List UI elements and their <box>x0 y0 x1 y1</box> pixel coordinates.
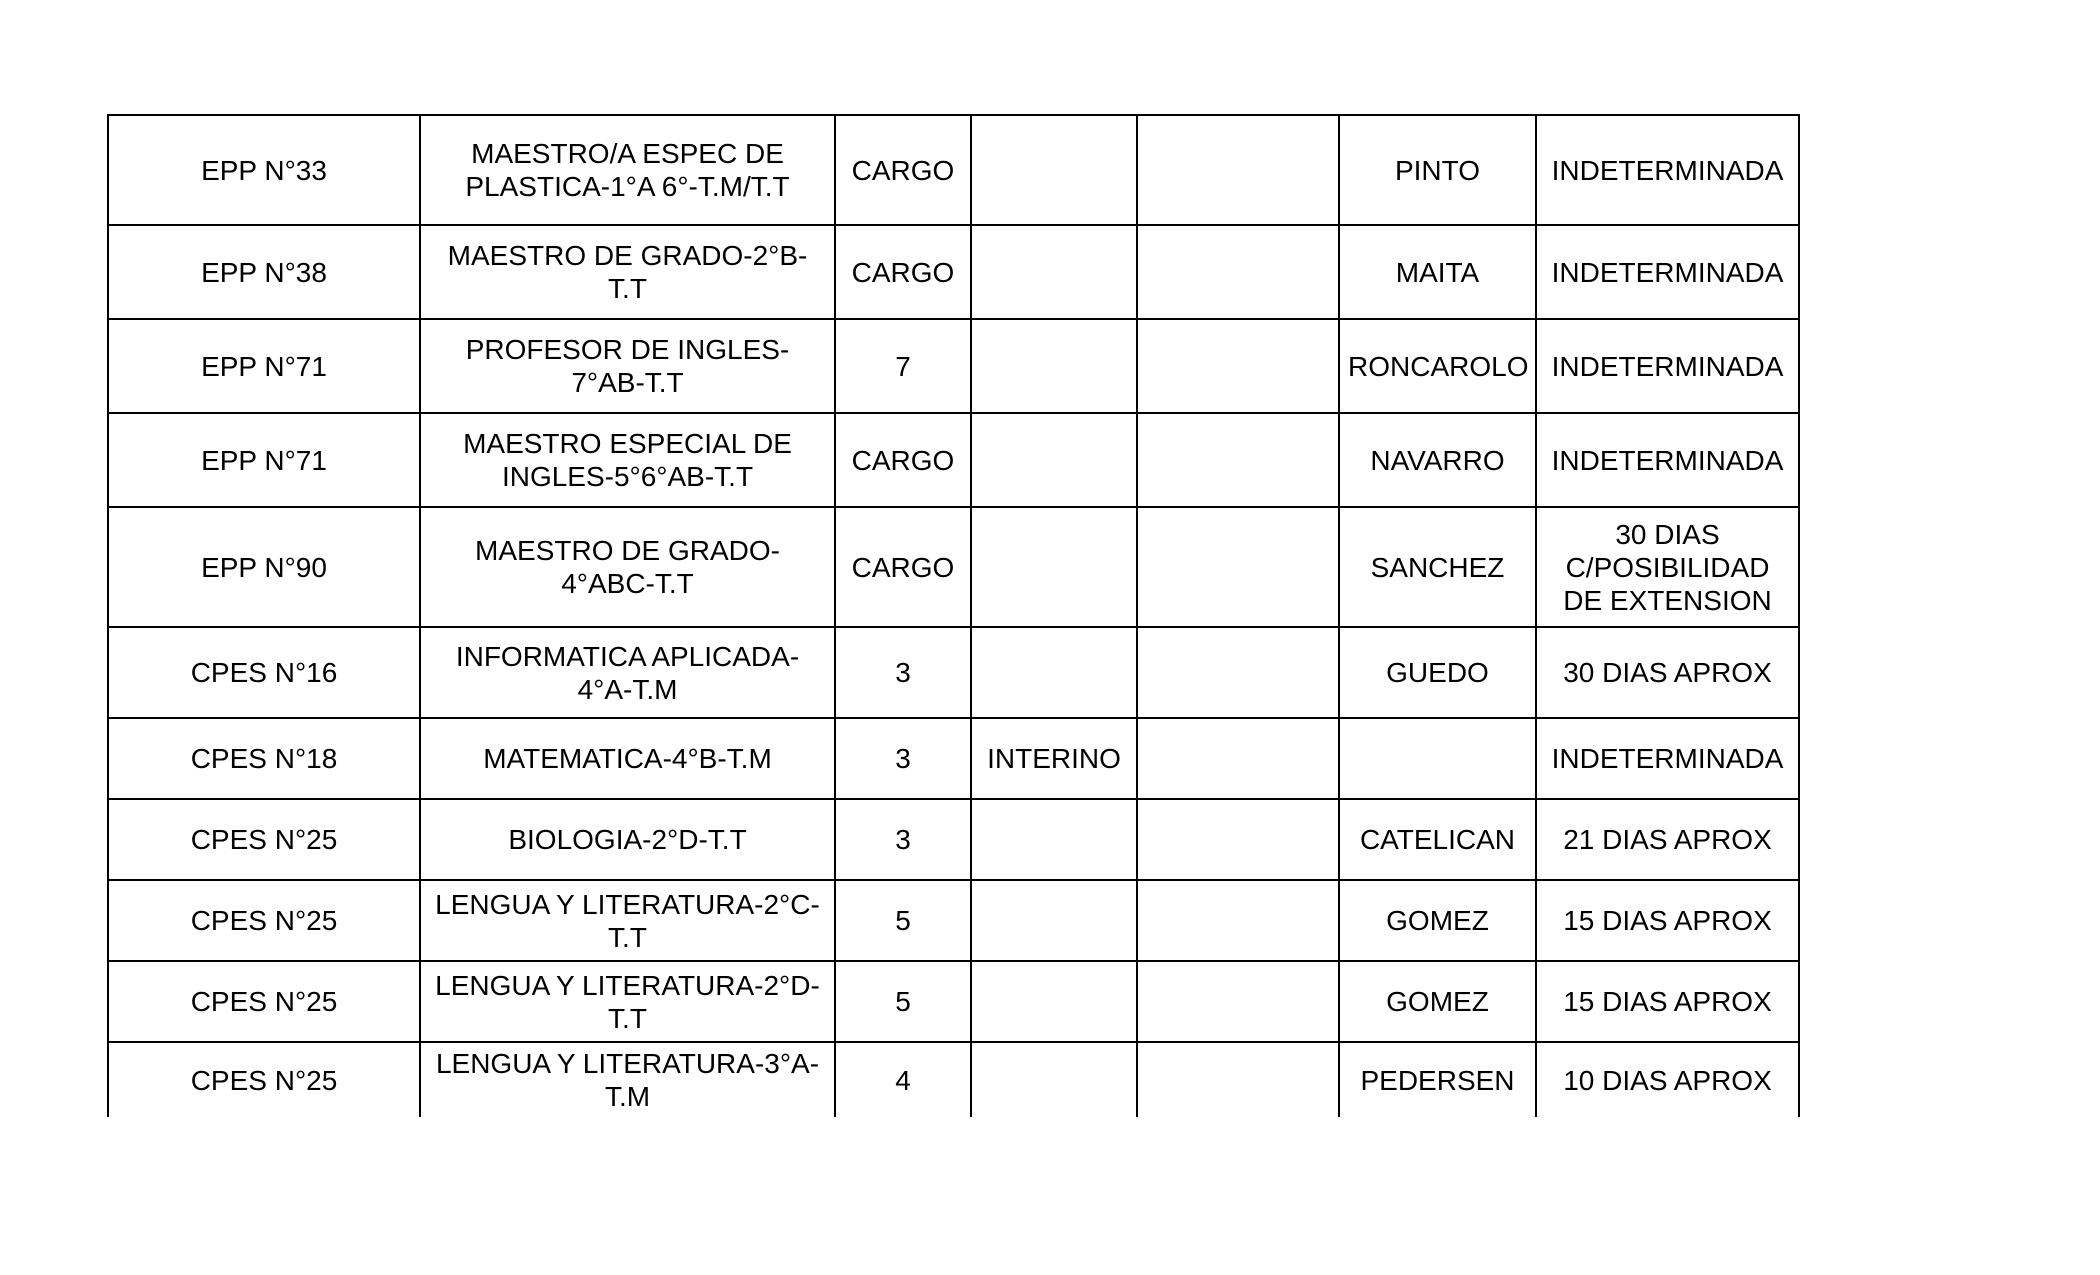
duration-cell: 21 DIAS APROX <box>1536 799 1799 880</box>
hours-cell: CARGO <box>835 413 971 507</box>
table-row <box>108 115 1799 225</box>
duration-cell: INDETERMINADA <box>1536 413 1799 507</box>
blank-cell <box>1137 627 1339 718</box>
school-cell: CPES N°18 <box>108 718 420 799</box>
holder-cell: CATELICAN <box>1339 799 1536 880</box>
vacancy-table <box>107 114 1800 1117</box>
status-cell: INTERINO <box>971 718 1137 799</box>
table-row <box>108 627 1799 718</box>
holder-cell: PEDERSEN <box>1339 1042 1536 1117</box>
holder-cell <box>1339 718 1536 799</box>
holder-cell: NAVARRO <box>1339 413 1536 507</box>
position-cell: LENGUA Y LITERATURA-2°D-T.T <box>420 961 835 1042</box>
school-cell: CPES N°16 <box>108 627 420 718</box>
status-cell <box>971 1042 1137 1117</box>
school-cell: EPP N°71 <box>108 413 420 507</box>
blank-cell <box>1137 880 1339 961</box>
table-row <box>108 880 1799 961</box>
table-row <box>108 225 1799 319</box>
school-cell: EPP N°90 <box>108 507 420 627</box>
hours-cell: 7 <box>835 319 971 413</box>
status-cell <box>971 507 1137 627</box>
position-cell: INFORMATICA APLICADA-4°A-T.M <box>420 627 835 718</box>
holder-cell: SANCHEZ <box>1339 507 1536 627</box>
holder-cell: GOMEZ <box>1339 961 1536 1042</box>
table-row <box>108 961 1799 1042</box>
holder-cell: PINTO <box>1339 115 1536 225</box>
holder-cell: GUEDO <box>1339 627 1536 718</box>
hours-cell: 4 <box>835 1042 971 1117</box>
position-cell: BIOLOGIA-2°D-T.T <box>420 799 835 880</box>
table-row <box>108 1042 1799 1117</box>
blank-cell <box>1137 413 1339 507</box>
blank-cell <box>1137 319 1339 413</box>
hours-cell: 5 <box>835 880 971 961</box>
hours-cell: 3 <box>835 718 971 799</box>
school-cell: EPP N°38 <box>108 225 420 319</box>
status-cell <box>971 225 1137 319</box>
duration-cell: 30 DIAS C/POSIBILIDAD DE EXTENSION <box>1536 507 1799 627</box>
status-cell <box>971 319 1137 413</box>
school-cell: CPES N°25 <box>108 1042 420 1117</box>
hours-cell: 3 <box>835 627 971 718</box>
school-cell: EPP N°33 <box>108 115 420 225</box>
position-cell: MATEMATICA-4°B-T.M <box>420 718 835 799</box>
status-cell <box>971 880 1137 961</box>
duration-cell: 15 DIAS APROX <box>1536 961 1799 1042</box>
status-cell <box>971 115 1137 225</box>
blank-cell <box>1137 961 1339 1042</box>
position-cell: LENGUA Y LITERATURA-2°C-T.T <box>420 880 835 961</box>
table-row <box>108 413 1799 507</box>
position-cell: MAESTRO DE GRADO-2°B-T.T <box>420 225 835 319</box>
status-cell <box>971 413 1137 507</box>
position-cell: PROFESOR DE INGLES-7°AB-T.T <box>420 319 835 413</box>
duration-cell: INDETERMINADA <box>1536 319 1799 413</box>
hours-cell: CARGO <box>835 507 971 627</box>
blank-cell <box>1137 225 1339 319</box>
position-cell: MAESTRO DE GRADO-4°ABC-T.T <box>420 507 835 627</box>
vacancy-table-sheet <box>107 114 1800 1117</box>
blank-cell <box>1137 718 1339 799</box>
status-cell <box>971 627 1137 718</box>
table-row <box>108 799 1799 880</box>
holder-cell: MAITA <box>1339 225 1536 319</box>
holder-cell: GOMEZ <box>1339 880 1536 961</box>
table-row <box>108 718 1799 799</box>
blank-cell <box>1137 799 1339 880</box>
duration-cell: 15 DIAS APROX <box>1536 880 1799 961</box>
hours-cell: 3 <box>835 799 971 880</box>
hours-cell: 5 <box>835 961 971 1042</box>
blank-cell <box>1137 115 1339 225</box>
table-row <box>108 507 1799 627</box>
blank-cell <box>1137 507 1339 627</box>
hours-cell: CARGO <box>835 115 971 225</box>
status-cell <box>971 799 1137 880</box>
position-cell: MAESTRO/A ESPEC DE PLASTICA-1°A 6°-T.M/T.T <box>420 115 835 225</box>
holder-cell: RONCAROLO <box>1339 319 1536 413</box>
duration-cell: INDETERMINADA <box>1536 115 1799 225</box>
school-cell: CPES N°25 <box>108 880 420 961</box>
duration-cell: INDETERMINADA <box>1536 718 1799 799</box>
hours-cell: CARGO <box>835 225 971 319</box>
duration-cell: 30 DIAS APROX <box>1536 627 1799 718</box>
duration-cell: INDETERMINADA <box>1536 225 1799 319</box>
blank-cell <box>1137 1042 1339 1117</box>
status-cell <box>971 961 1137 1042</box>
table-row <box>108 319 1799 413</box>
school-cell: CPES N°25 <box>108 799 420 880</box>
school-cell: EPP N°71 <box>108 319 420 413</box>
position-cell: MAESTRO ESPECIAL DE INGLES-5°6°AB-T.T <box>420 413 835 507</box>
position-cell: LENGUA Y LITERATURA-3°A-T.M <box>420 1042 835 1117</box>
school-cell: CPES N°25 <box>108 961 420 1042</box>
duration-cell: 10 DIAS APROX <box>1536 1042 1799 1117</box>
